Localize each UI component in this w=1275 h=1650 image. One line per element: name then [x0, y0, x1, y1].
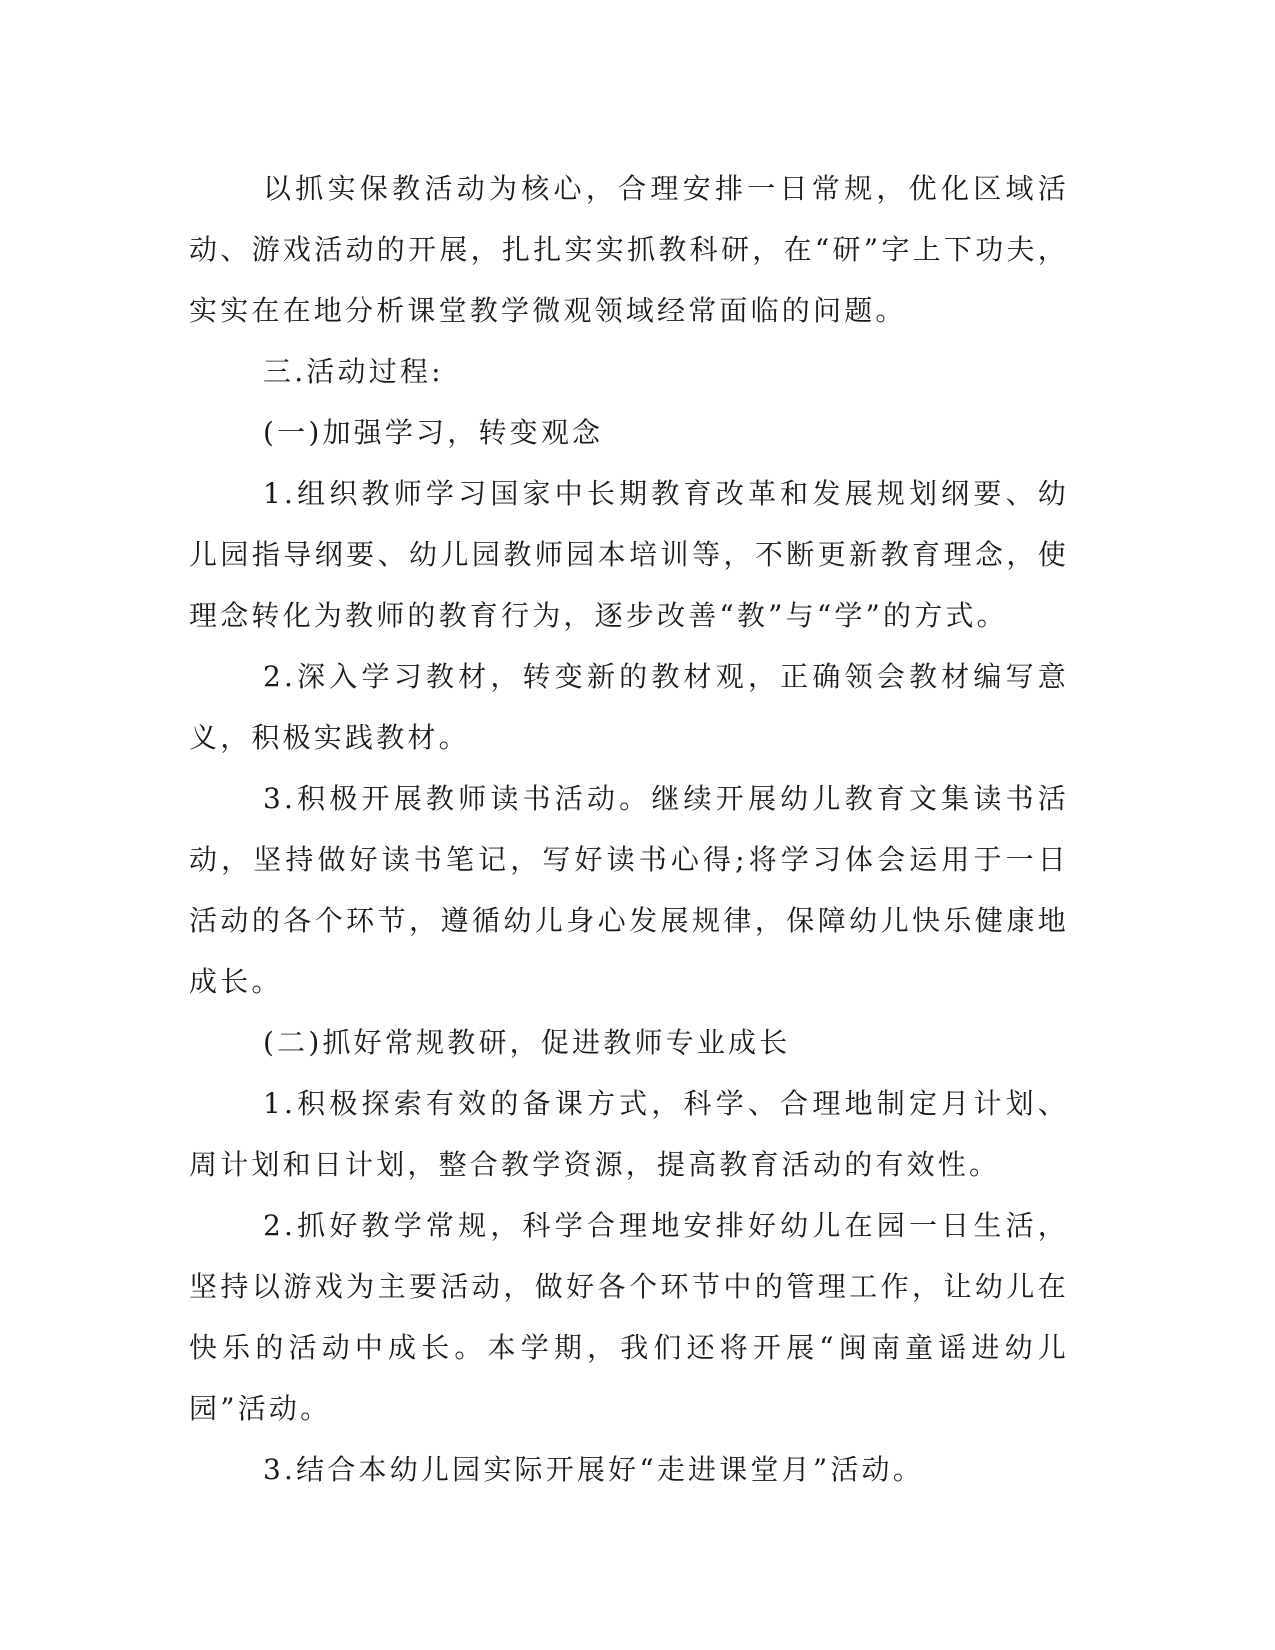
document-body — [189, 158, 1069, 1500]
paragraph-item-2-2: 2.抓好教学常规，科学合理地安排好幼儿在园一日生活，坚持以游戏为主要活动，做好各个环节中的管理工作，让幼儿在快乐的活动中成长。本学期，我们还将开展“闽南童谣进幼儿园”活动。 — [189, 1209, 1069, 1425]
paragraph-item-2-3: 3.结合本幼儿园实际开展好“走进课堂月”活动。 — [263, 1453, 924, 1486]
paragraph-intro: 以抓实保教活动为核心，合理安排一日常规，优化区域活动、游戏活动的开展，扎扎实实抓教科研，在“研”字上下功夫，实实在在地分析课堂教学微观领域经常面临的问题。 — [189, 172, 1069, 327]
subheading-routine-research: (二)抓好常规教研，促进教师专业成长 — [263, 1026, 791, 1059]
paragraph-item-1-3: 3.积极开展教师读书活动。继续开展幼儿教育文集读书活动，坚持做好读书笔记，写好读书心得;将学习体会运用于一日活动的各个环节，遵循幼儿身心发展规律，保障幼儿快乐健康地成长。 — [189, 782, 1069, 998]
heading-activity-process: 三.活动过程: — [263, 355, 444, 388]
paragraph-item-2-1: 1.积极探索有效的备课方式，科学、合理地制定月计划、周计划和日计划，整合教学资源，提高教育活动的有效性。 — [189, 1087, 1069, 1181]
paragraph-item-1-1: 1.组织教师学习国家中长期教育改革和发展规划纲要、幼儿园指导纲要、幼儿园教师园本培训等，不断更新教育理念，使理念转化为教师的教育行为，逐步改善“教”与“学”的方式。 — [189, 477, 1069, 632]
subheading-learning: (一)加强学习，转变观念 — [263, 416, 604, 449]
paragraph-item-1-2: 2.深入学习教材，转变新的教材观，正确领会教材编写意义，积极实践教材。 — [189, 660, 1069, 754]
